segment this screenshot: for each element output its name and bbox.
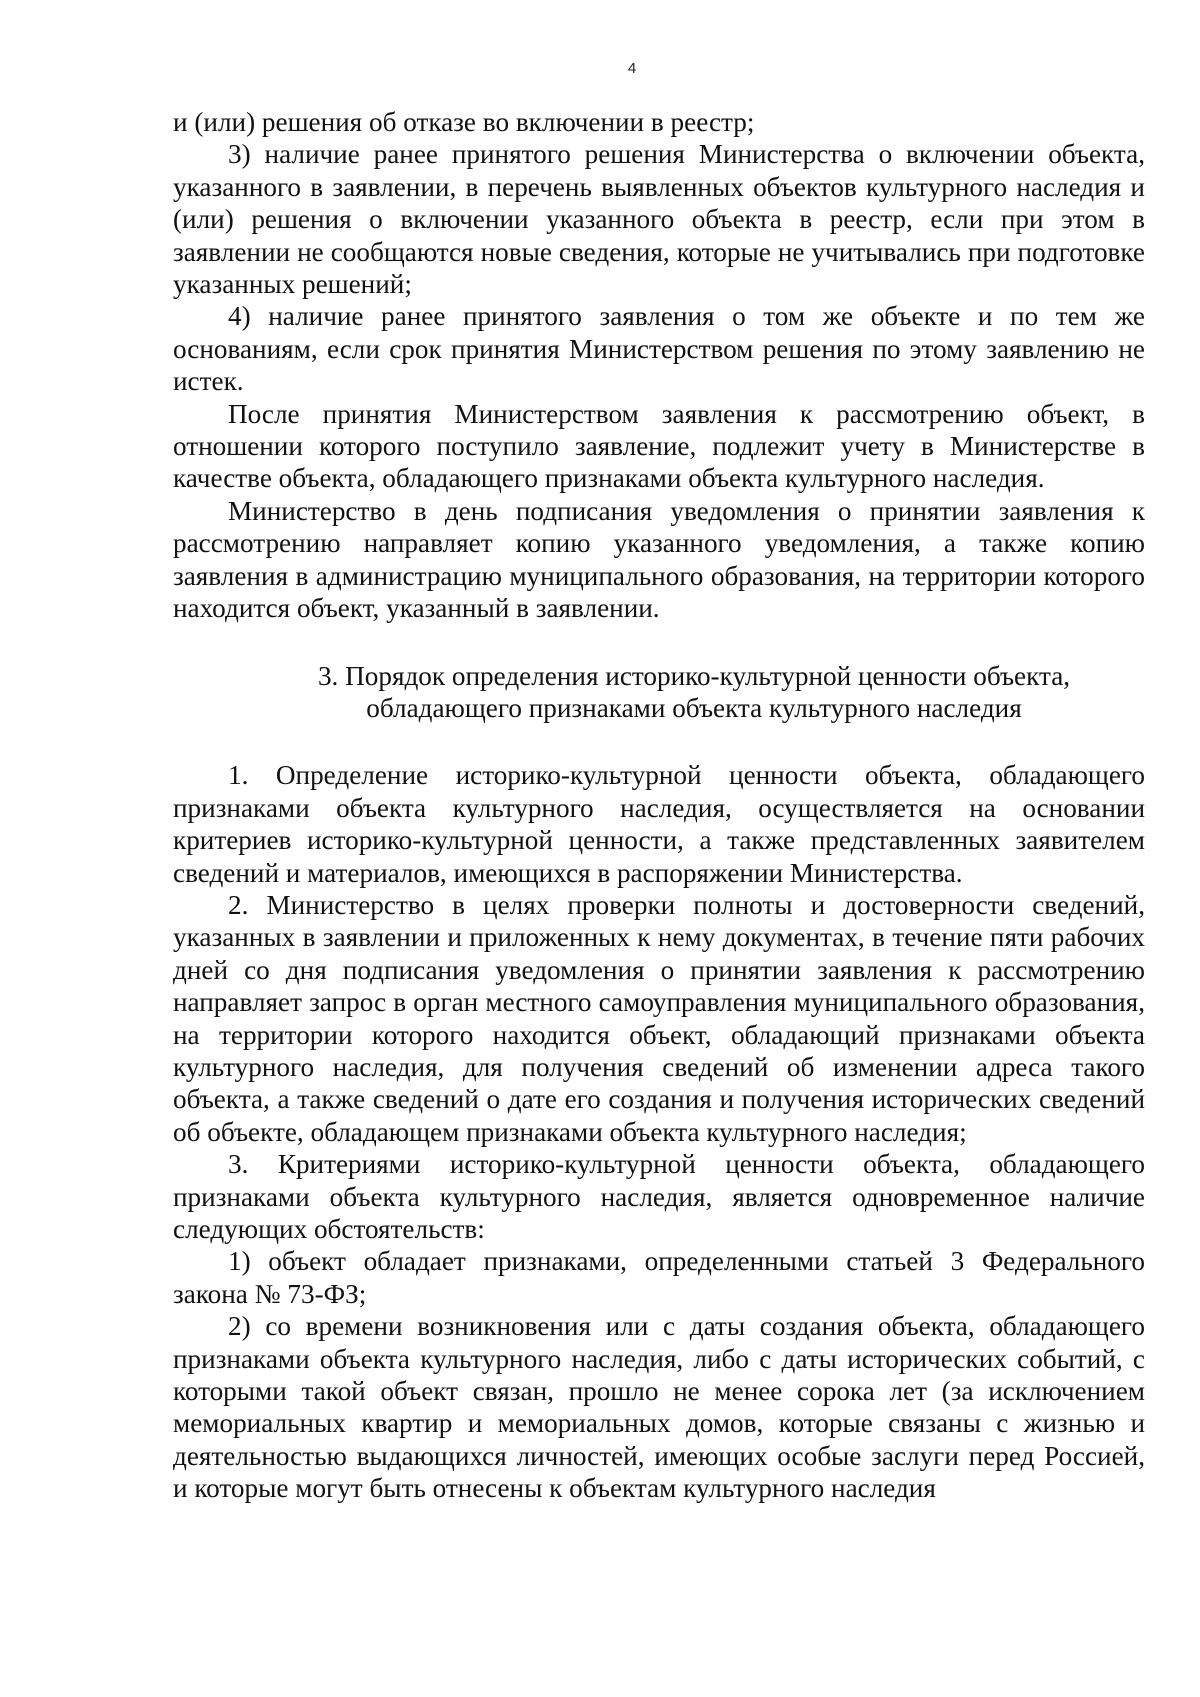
paragraph-continuation: и (или) решения об отказе во включении в реестр;: [173, 107, 755, 137]
page-number: 4: [627, 60, 637, 77]
section-heading-line-2: обладающего признаками объекта культурного наследия: [366, 692, 1022, 723]
paragraph-after-acceptance: После принятия Министерством заявления к рассмотрению объект, в отношении которого поступило заявление, подлежит учету в Министерстве в качестве объекта, обладающего признаками объекта культурного наследия.: [173, 398, 1145, 494]
clause-1: 1. Определение историко-культурной ценности объекта, обладающего признаками объекта культурного наследия, осуществляется на основании критериев историко-культурной ценности, а также представленных заявителем сведений и материалов, имеющихся в распоряжении Министерства.: [173, 760, 1145, 888]
document-body: [173, 106, 1145, 1505]
criterion-1: 1) объект обладает признаками, определенными статьей 3 Федерального закона № 73-ФЗ;: [173, 1246, 1145, 1309]
criterion-2: 2) со времени возникновения или с даты создания объекта, обладающего признаками объекта культурного наследия, либо с даты исторических событий, с которыми такой объект связан, прошло не менее сорока лет (за исключением мемориальных квартир и мемориальных домов, которые связаны с жизнью и деятельностью выдающихся личностей, имеющих особые заслуги перед Россией, и которые могут быть отнесены к объектам культурного наследия: [173, 1311, 1145, 1504]
clause-3: 3. Критериями историко-культурной ценности объекта, обладающего признаками объекта культурного наследия, является одновременное наличие следующих обстоятельств:: [173, 1149, 1145, 1244]
list-item-4: 4) наличие ранее принятого заявления о том же объекте и по тем же основаниям, если срок принятия Министерством решения по этому заявлению не истек.: [173, 301, 1145, 397]
section-heading: [173, 660, 1145, 725]
clause-2: 2. Министерство в целях проверки полноты и достоверности сведений, указанных в заявлении и приложенных к нему документах, в течение пяти рабочих дней со дня подписания уведомления о принятии заявления к рассмотрению направляет запрос в орган местного самоуправления муниципального образования, на территории которого находится объект, обладающий признаками объекта культурного наследия, для получения сведений об изменении адреса такого объекта, а также сведений о дате его создания и получения исторических сведений об объекте, обладающем признаками объекта культурного наследия;: [173, 889, 1145, 1147]
paragraph-notification-copy: Министерство в день подписания уведомления о принятии заявления к рассмотрению направляет копию указанного уведомления, а также копию заявления в администрацию муниципального образования, на территории которого находится объект, указанный в заявлении.: [173, 495, 1145, 624]
list-item-3: 3) наличие ранее принятого решения Министерства о включении объекта, указанного в заявлении, в перечень выявленных объектов культурного наследия и (или) решения о включении указанного объекта в реестр, если при этом в заявлении не сообщаются новые сведения, которые не учитывались при подготовке указанных решений;: [173, 139, 1145, 300]
section-heading-line-1: 3. Порядок определения историко-культурной ценности объекта,: [317, 660, 1071, 691]
